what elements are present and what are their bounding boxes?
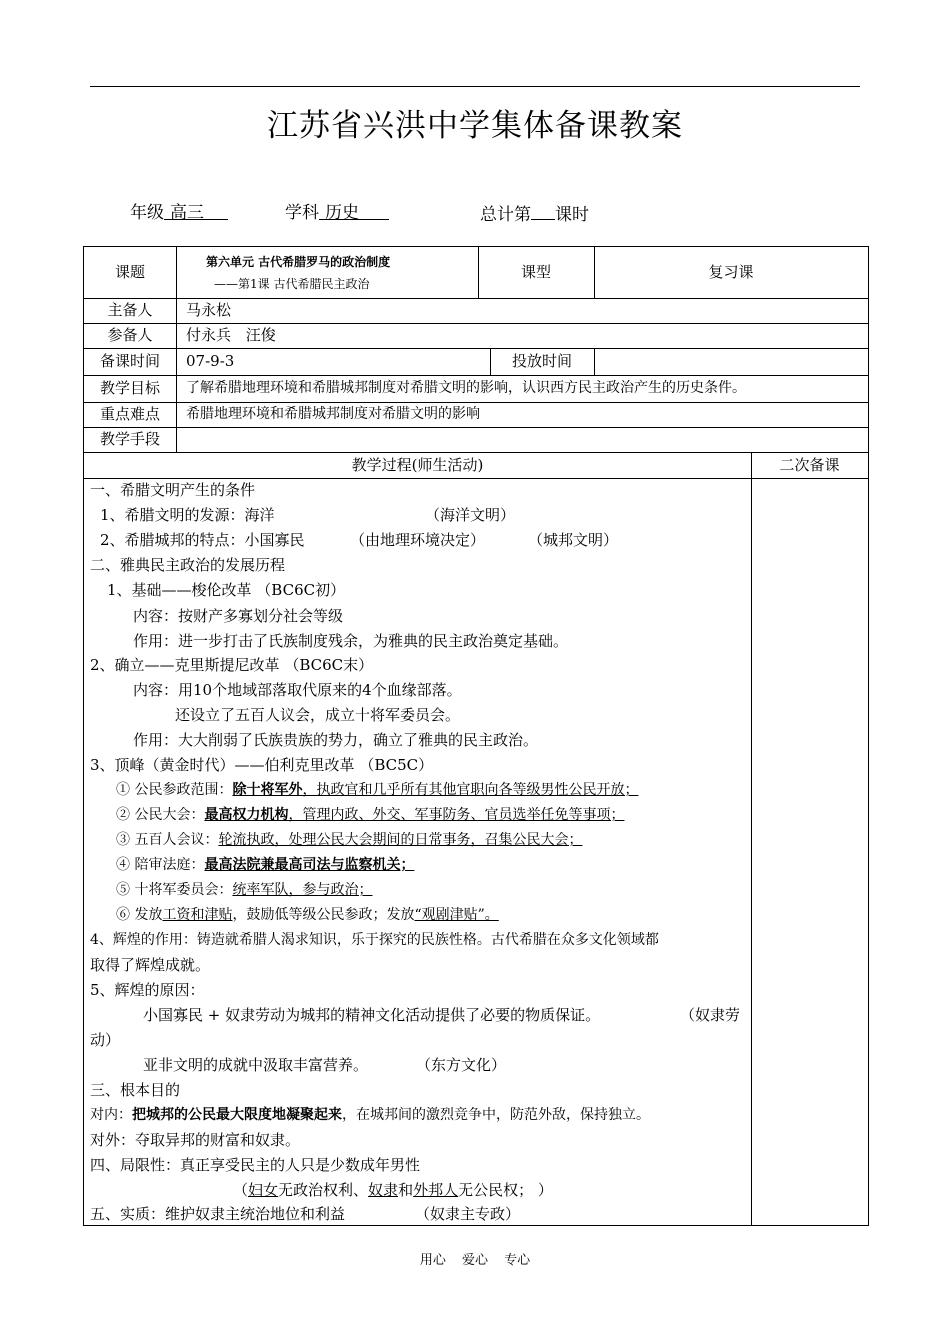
subject-label: 学科: [285, 203, 319, 223]
content-line: ③ 五百人会议：轮流执政，处理公民大会期间的日常事务，召集公民大会；: [116, 832, 583, 848]
subject-value: 历史: [319, 198, 389, 220]
page-footer: 用心 爱心 专心: [419, 1253, 531, 1268]
col-rule: [751, 452, 752, 1225]
col-rule: [176, 247, 177, 452]
content-line: 2、确立——克里斯提尼改革 （BC6C末）: [90, 656, 374, 674]
content-line: 亚非文明的成就中汲取丰富营养。 （东方文化）: [143, 1056, 507, 1074]
co-label: 参备人: [107, 326, 153, 344]
lead-value: 马永松: [186, 301, 232, 319]
content-line: 3、顶峰（黄金时代）——伯利克里改革 （BC5C）: [90, 756, 434, 774]
row-rule: [84, 375, 868, 376]
document-title: 江苏省兴洪中学集体备课教案: [267, 108, 683, 144]
content-line: ① 公民参政范围：除十将军外，执政官和几乎所有其他官职向各等级男性公民开放；: [116, 782, 639, 798]
goal-value: 了解希腊地理环境和希腊城邦制度对希腊文明的影响，认识西方民主政治产生的历史条件。: [186, 380, 746, 396]
content-line: 二、雅典民主政治的发展历程: [90, 556, 286, 574]
content-line: 内容：按财产多寡划分社会等级: [133, 607, 344, 625]
total-prefix: 总计第: [480, 205, 531, 225]
deliver-label: 投放时间: [511, 352, 572, 370]
top-rule: [90, 86, 860, 87]
total-blank: [531, 198, 555, 220]
content-line: 1、希腊文明的发源：海洋 （海洋文明）: [100, 506, 516, 524]
total-suffix: 课时: [555, 205, 589, 225]
content-line: 小国寡民 + 奴隶劳动为城邦的精神文化活动提供了必要的物质保证。 （奴隶劳: [143, 1006, 741, 1024]
grade-label: 年级: [130, 203, 164, 223]
content-line: （妇女无政治权利、奴隶和外邦人无公民权； ）: [233, 1181, 553, 1199]
content-line: 四、局限性：真正享受民主的人只是少数成年男性: [90, 1156, 421, 1174]
row-rule: [84, 427, 868, 428]
type-label: 课型: [520, 263, 551, 281]
content-line: 对外：夺取异邦的财富和奴隶。: [90, 1131, 301, 1149]
content-line: ② 公民大会：最高权力机构，管理内政、外交、军事防务、官员选举任免等事项；: [116, 807, 625, 823]
key-value: 希腊地理环境和希腊城邦制度对希腊文明的影响: [186, 406, 480, 422]
col-rule: [594, 348, 595, 375]
content-line: 4、辉煌的作用：铸造就希腊人渴求知识，乐于探究的民族性格。古代希腊在众多文化领域都: [90, 932, 659, 948]
lead-label: 主备人: [107, 301, 153, 319]
content-line: 作用：大大削弱了氏族贵族的势力，确立了雅典的民主政治。: [133, 731, 539, 749]
process-header: 教学过程(师生活动): [351, 456, 484, 474]
content-line: 1、基础——梭伦改革 （BC6C初）: [107, 581, 346, 599]
co-value: 付永兵 汪俊: [186, 326, 276, 344]
content-line: 取得了辉煌成就。: [90, 956, 211, 974]
content-line: 内容：用10个地域部落取代原来的4个血缘部落。: [133, 681, 462, 699]
content-line: 一、希腊文明产生的条件: [90, 481, 256, 499]
content-line: 对内：把城邦的公民最大限度地凝聚起来，在城邦间的激烈竞争中，防范外敌，保持独立。: [90, 1107, 650, 1123]
means-label: 教学手段: [99, 430, 160, 448]
content-line: 五、实质：维护奴隶主统治地位和利益 （奴隶主专政）: [90, 1205, 521, 1223]
goal-label: 教学目标: [99, 379, 160, 397]
second-prep-header: 二次备课: [779, 456, 840, 474]
content-line: ④ 陪审法庭：最高法院兼最高司法与监察机关；: [116, 857, 415, 873]
subject-field: [285, 198, 389, 223]
content-line: 2、希腊城邦的特点：小国寡民 （由地理环境决定） （城邦文明）: [100, 531, 619, 549]
content-line: ⑤ 十将军委员会：统率军队，参与政治；: [116, 882, 373, 898]
content-line: ⑥ 发放工资和津贴，鼓励低等级公民参政；发放“观剧津贴”。: [116, 907, 499, 923]
date-value: 07-9-3: [186, 352, 235, 370]
content-line: 动）: [90, 1031, 121, 1049]
content-line: 5、辉煌的原因：: [90, 981, 205, 999]
topic-line-1: 第六单元 古代希腊罗马的政治制度: [206, 255, 391, 269]
topic-line-2: ——第1课 古代希腊民主政治: [214, 277, 370, 291]
total-field: [480, 198, 589, 225]
type-value: 复习课: [708, 263, 754, 281]
content-line: 作用：进一步打击了氏族制度残余，为雅典的民主政治奠定基础。: [133, 632, 569, 650]
key-label: 重点难点: [99, 405, 160, 423]
topic-label: 课题: [114, 263, 145, 281]
date-label: 备课时间: [99, 352, 160, 370]
content-line: 三、根本目的: [90, 1081, 181, 1099]
grade-value: 高三: [164, 198, 228, 220]
grade-field: [130, 198, 228, 223]
content-line: 还设立了五百人议会，成立十将军委员会。: [175, 706, 461, 724]
row-rule: [84, 348, 868, 349]
